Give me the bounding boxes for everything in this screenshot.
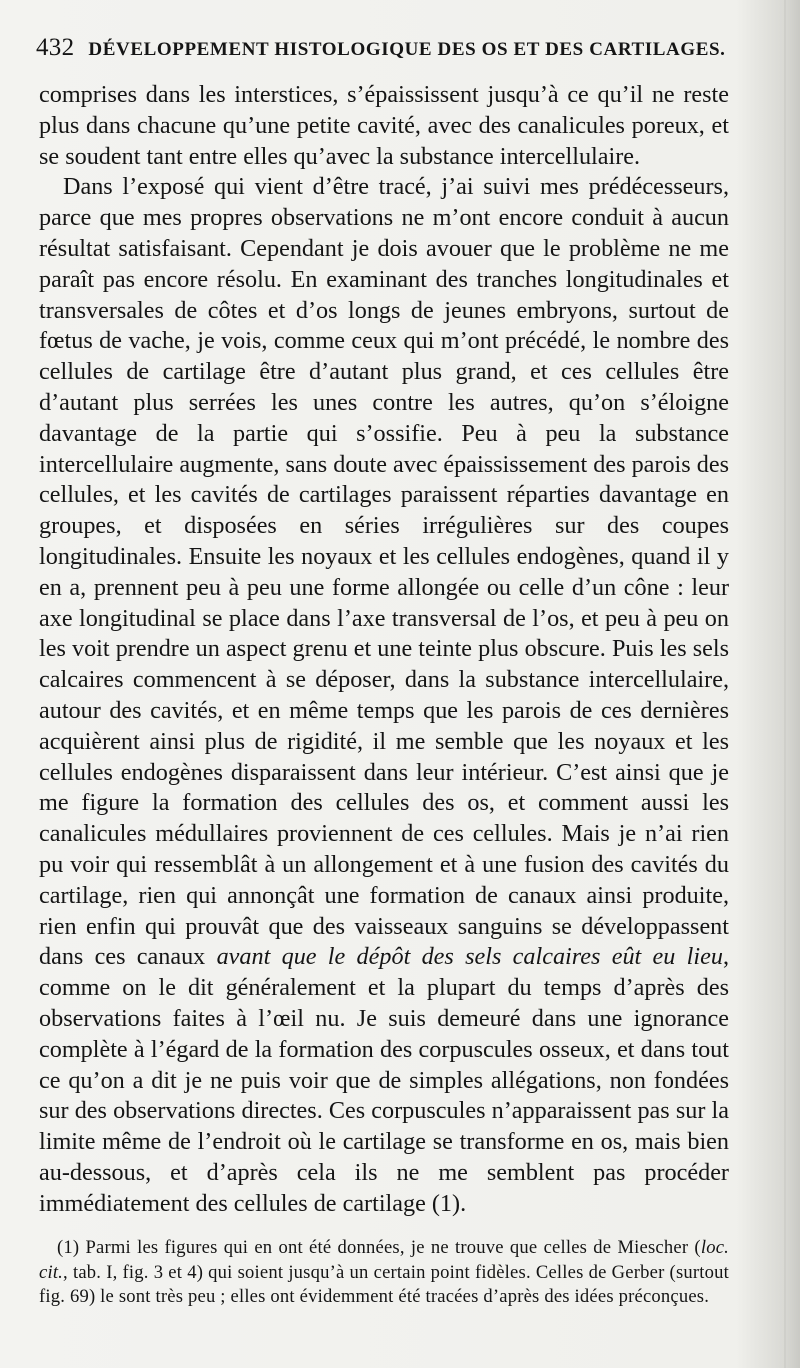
footnote — [39, 1236, 729, 1310]
footnote-text: (1) Parmi les figures qui en ont été données, je ne trouve que celles de Miescher ( — [57, 1237, 701, 1258]
footnote-italic: loc. cit. — [39, 1237, 729, 1283]
running-title: DÉVELOPPEMENT HISTOLOGIQUE DES OS ET DES CARTILAGES. — [88, 39, 726, 60]
page-number: 432 — [36, 34, 75, 61]
paragraph-continued: comprises dans les interstices, s’épaississent jusqu’à ce qu’il ne reste plus dans chacune qu’une petite cavité, avec des canalicules poreux, et se soudent tant entre elles qu’avec la substance intercellulaire. — [39, 81, 729, 170]
paragraph-main-text: Dans l’exposé qui vient d’être tracé, j’ai suivi mes prédécesseurs, parce que mes propres observations ne m’ont encore conduit à aucun résultat satisfaisant. Cependant je dois avouer que le problème ne me paraît pas encore résolu. En examinant des tranches longitudinales et transversales de côtes et d’os longs de jeunes embryons, surtout de fœtus de vache, je vois, comme ceux qui m’ont précédé, le nombre des cellules de cartilage être d’autant plus grand, et ces cellules être d’autant plus serrées les unes contre les autres, qu’on s’éloigne davantage de la partie qui s’ossifie. Peu à peu la substance intercellulaire augmente, sans doute avec épaississement des parois des cellules, et les cavités de cartilages paraissent réparties davantage en groupes, et disposées en séries irrégulières sur des coupes longitudinales. Ensuite les noyaux et les cellules endogènes, quand il y en a, prennent peu à peu une forme allongée ou celle d’un cône : leur axe longitudinal se place dans l’axe transversal de l’os, et peu à peu on les voit prendre un aspect grenu et une teinte plus obscure. Puis les sels calcaires commencent à se déposer, dans la substance intercellulaire, autour des cavités, et en même temps que les parois de ces dernières acquièrent ainsi plus de rigidité, il me semble que les noyaux et les cellules endogènes disparaissent dans leur intérieur. C’est ainsi que je me figure la formation des cellules des os, et comment aussi les canalicules médullaires proviennent de ces cellules. Mais je n’ai rien pu voir qui ressemblât à un allongement et à une fusion des cavités du cartilage, rien qui annonçât une formation de canaux ainsi produite, rien enfin qui prouvât que des vaisseaux sanguins se développassent dans ces canaux — [39, 173, 729, 971]
paragraph-main-text-end: , comme on le dit généralement et la plupart du temps d’après des observations faites à l’œil nu. Je suis demeuré dans une ignorance complète à l’égard de la formation des corpuscules osseux, et dans tout ce qu’on a dit je ne puis voir que de simples allégations, non fondées sur des observations directes. Ces corpuscules n’apparaissent pas sur la limite même de l’endroit où le cartilage se transforme en os, mais bien au-dessous, et d’après cela ils ne me semblent pas procéder immédiatement des cellules de cartilage (1). — [39, 943, 729, 1217]
running-header — [36, 34, 736, 62]
footnote-text-end: , tab. I, fig. 3 et 4) qui soient jusqu’à un certain point fidèles. Celles de Gerber (surtout fig. 69) le sont très peu ; elles ont évidemment été tracées d’après des idées préconçues. — [39, 1261, 729, 1308]
footnote-paragraph — [39, 1236, 729, 1310]
paragraph-main-italic: avant que le dépôt des sels calcaires eût eu lieu — [216, 943, 723, 971]
page-gutter-shadow — [784, 0, 786, 1368]
body-text — [39, 80, 729, 1219]
paragraph-main — [39, 172, 729, 1219]
